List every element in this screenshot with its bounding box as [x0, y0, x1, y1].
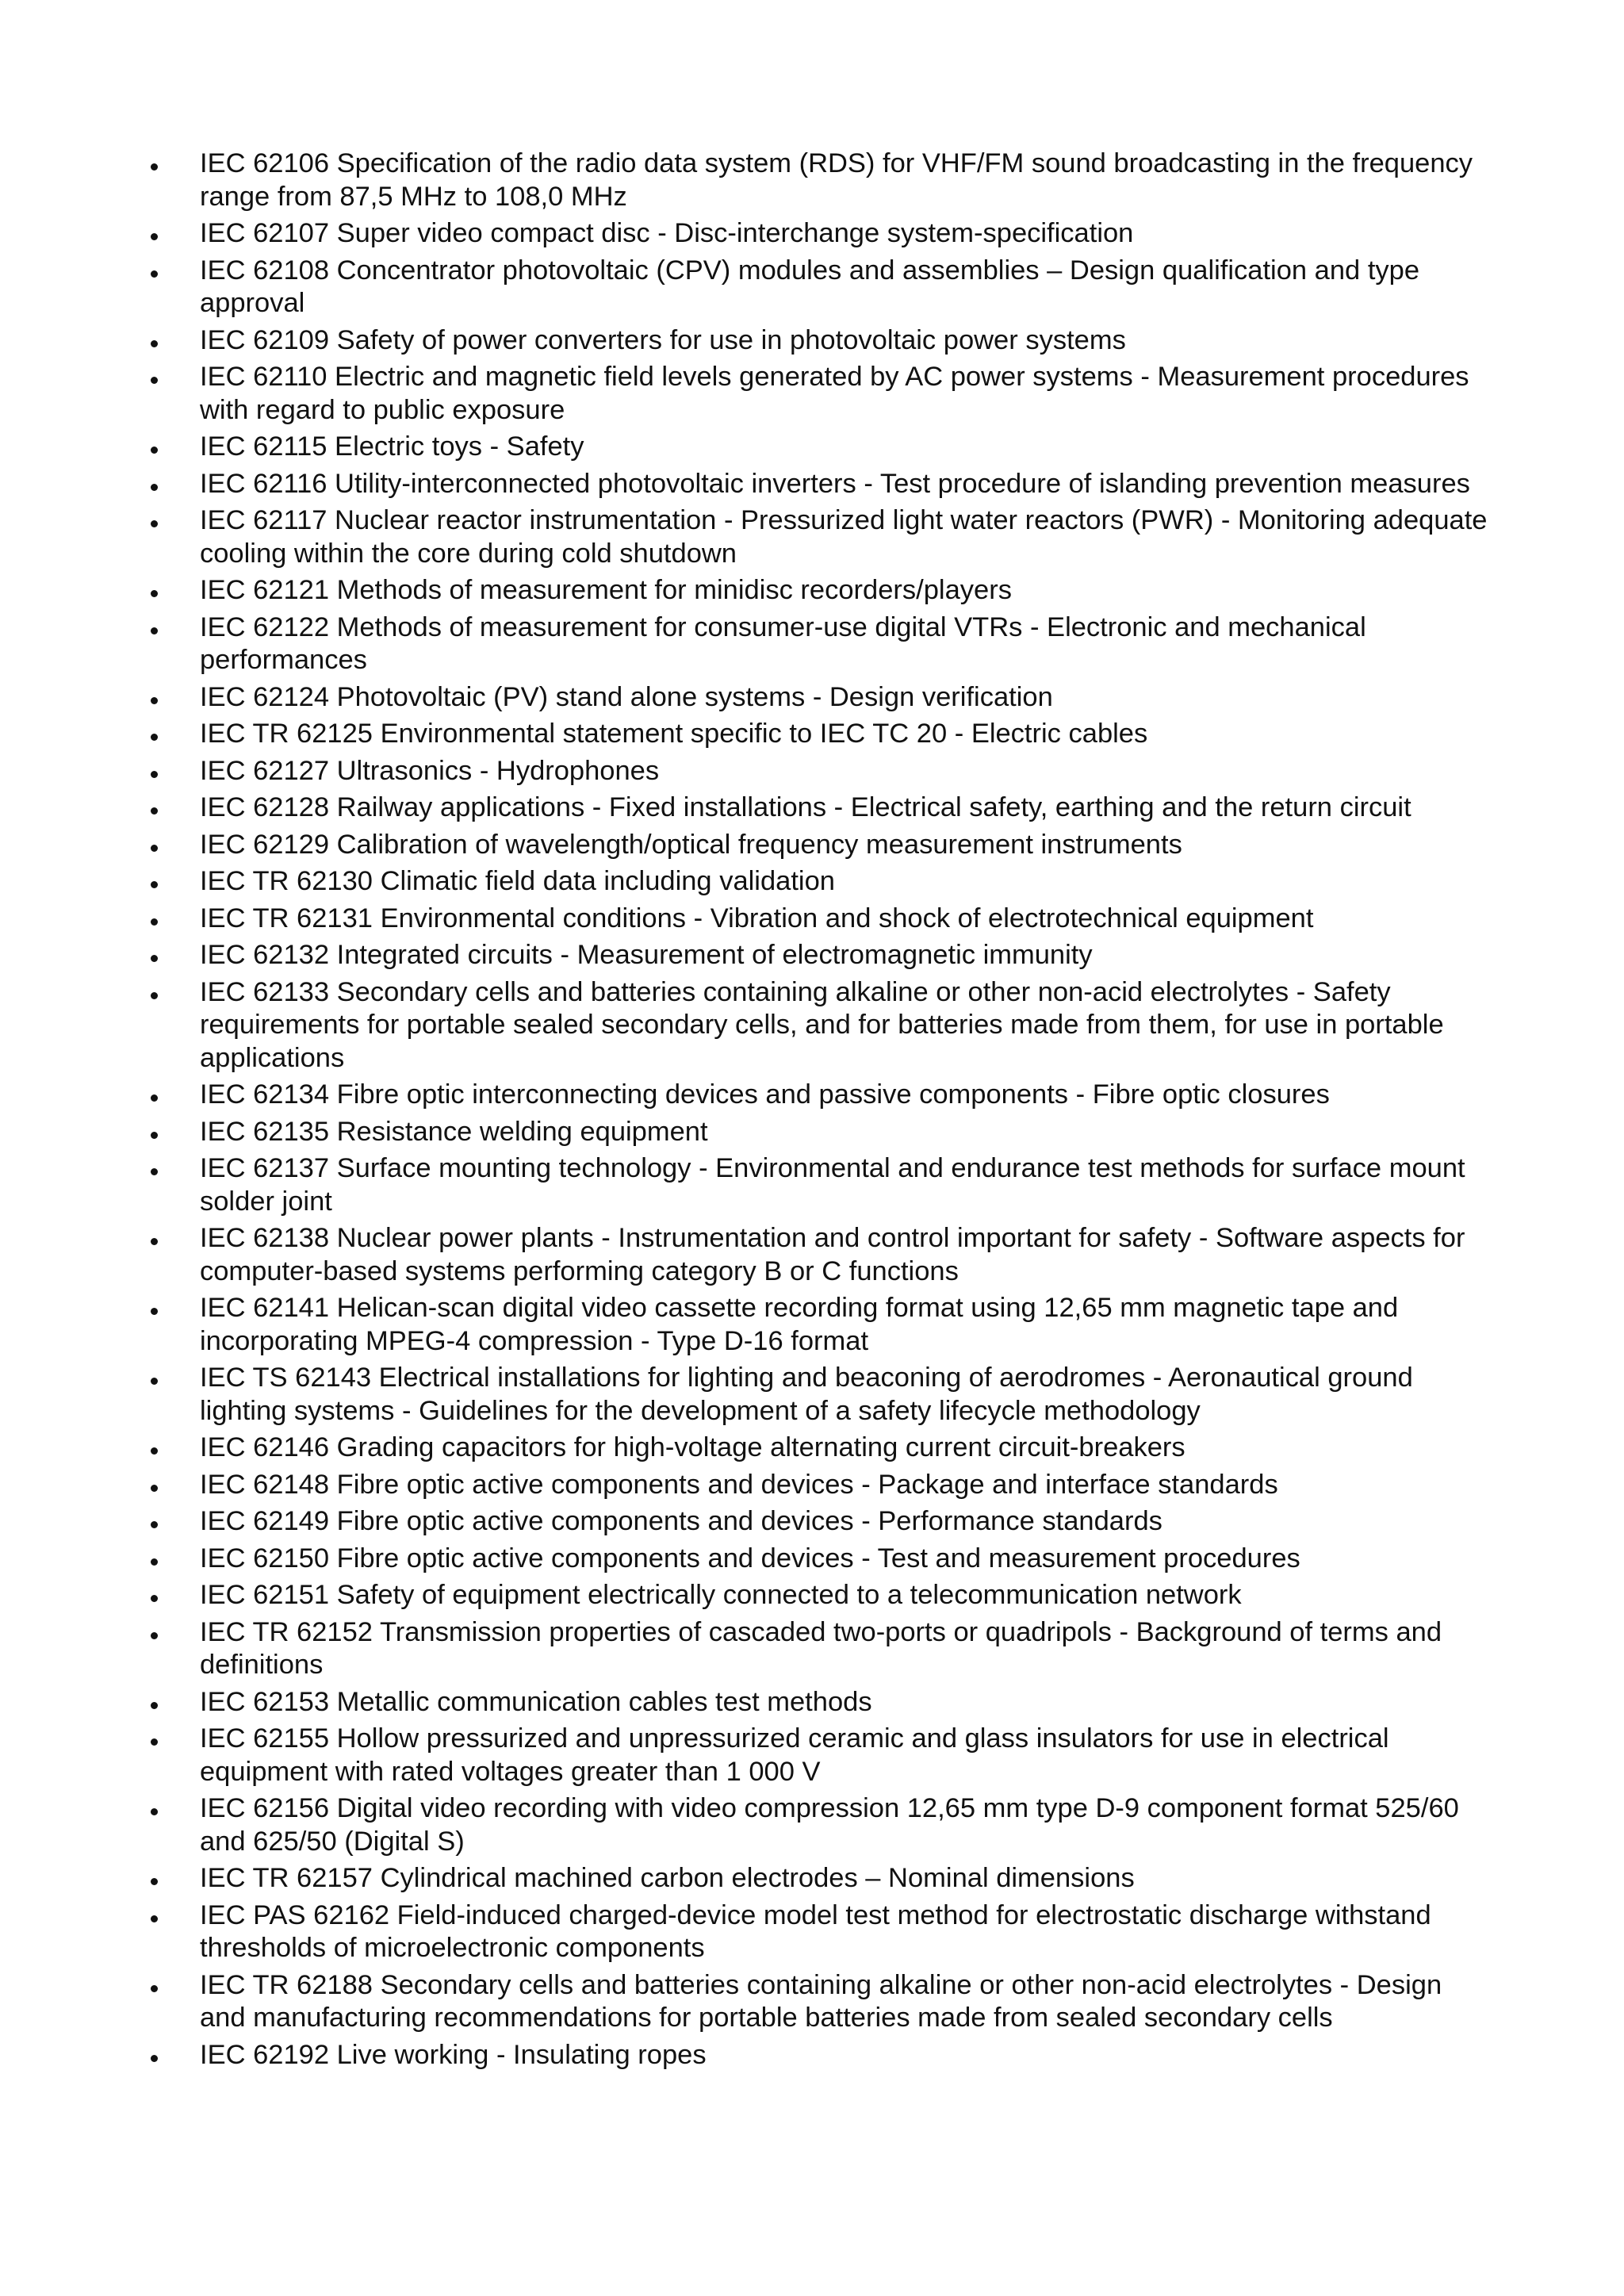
list-item [151, 1152, 1491, 1218]
list-item-text: IEC 62138 Nuclear power plants - Instrumentation and control important for safety - Software aspects for computer-based systems performing category B or C functions [200, 1223, 1465, 1286]
bullet-icon [151, 627, 158, 634]
bullet-icon [151, 992, 158, 999]
list-item-text: IEC 62156 Digital video recording with video compression 12,65 mm type D-9 component format 525/60 and 625/50 (Digital S) [200, 1793, 1459, 1857]
list-item-text: IEC TS 62143 Electrical installations for lighting and beaconing of aerodromes - Aeronautical ground lighting systems - Guidelines for the development of a safety lifecycle methodology [200, 1363, 1413, 1426]
bullet-icon [151, 233, 158, 240]
list-item-text: IEC 62124 Photovoltaic (PV) stand alone systems - Design verification [200, 681, 1053, 712]
list-item-text: IEC 62107 Super video compact disc - Disc-interchange system-specification [200, 218, 1134, 248]
list-item [151, 1969, 1491, 2035]
bullet-icon [151, 1447, 158, 1455]
list-item-text: IEC 62134 Fibre optic interconnecting devices and passive components - Fibre optic closures [200, 1079, 1330, 1110]
list-item-text: IEC 62149 Fibre optic active components and devices - Performance standards [200, 1506, 1162, 1536]
list-item-text: IEC 62141 Helican-scan digital video cassette recording format using 12,65 mm magnetic tape and incorporating MPEG-4 compression - Type D-16 format [200, 1293, 1399, 1356]
list-item [151, 1899, 1491, 1965]
bullet-icon [151, 520, 158, 527]
bullet-icon [151, 1485, 158, 1492]
list-item [151, 361, 1491, 427]
bullet-icon [151, 1238, 158, 1245]
bullet-icon [151, 1632, 158, 1639]
bullet-icon [151, 1378, 158, 1385]
list-item [151, 1116, 1491, 1149]
list-item [151, 217, 1491, 251]
bullet-icon [151, 918, 158, 926]
list-item [151, 1432, 1491, 1465]
list-item-text: IEC 62127 Ultrasonics - Hydrophones [200, 755, 660, 786]
list-item-text: IEC PAS 62162 Field-induced charged-device model test method for electrostatic discharge withstand thresholds of microelectronic components [200, 1899, 1431, 1963]
list-item [151, 255, 1491, 320]
list-item [151, 976, 1491, 1075]
bullet-icon [151, 845, 158, 852]
bullet-icon [151, 1915, 158, 1922]
list-item [151, 468, 1491, 501]
list-item [151, 1222, 1491, 1288]
bullet-icon [151, 484, 158, 491]
list-item-text: IEC 62151 Safety of equipment electrically connected to a telecommunication network [200, 1580, 1242, 1610]
list-item-text: IEC 62129 Calibration of wavelength/optical frequency measurement instruments [200, 829, 1182, 860]
list-item-text: IEC 62116 Utility-interconnected photovoltaic inverters - Test procedure of islanding prevention measures [200, 468, 1470, 499]
bullet-icon [151, 163, 158, 171]
list-item [151, 1543, 1491, 1576]
bullet-icon [151, 1702, 158, 1709]
list-item [151, 324, 1491, 358]
list-item-text: IEC 62148 Fibre optic active components and devices - Package and interface standards [200, 1469, 1278, 1500]
list-item [151, 1616, 1491, 1682]
list-item-text: IEC TR 62188 Secondary cells and batteries containing alkaline or other non-acid electrolytes - Design and manufacturing recommendations for portable batteries made from sealed secondary cells [200, 1969, 1442, 2033]
list-item-text: IEC 62137 Surface mounting technology - Environmental and endurance test methods for surface mount solder joint [200, 1153, 1465, 1217]
list-item-text: IEC 62106 Specification of the radio data system (RDS) for VHF/FM sound broadcasting in the frequency range from 87,5 MHz to 108,0 MHz [200, 148, 1473, 212]
list-item-text: IEC TR 62131 Environmental conditions - Vibration and shock of electrotechnical equipment [200, 903, 1314, 933]
list-item [151, 431, 1491, 464]
bullet-icon [151, 1808, 158, 1815]
bullet-icon [151, 771, 158, 778]
list-item-text: IEC 62132 Integrated circuits - Measurement of electromagnetic immunity [200, 940, 1093, 970]
bullet-icon [151, 1308, 158, 1315]
bullet-icon [151, 807, 158, 815]
list-item [151, 865, 1491, 899]
list-item-text: IEC 62117 Nuclear reactor instrumentation - Pressurized light water reactors (PWR) - Monitoring adequate cooling within the core during cold shutdown [200, 505, 1488, 569]
list-item-text: IEC 62146 Grading capacitors for high-voltage alternating current circuit-breakers [200, 1432, 1185, 1462]
list-item [151, 681, 1491, 715]
bullet-icon [151, 1738, 158, 1746]
list-item-text: IEC 62122 Methods of measurement for consumer-use digital VTRs - Electronic and mechanical performances [200, 611, 1366, 675]
list-item [151, 1469, 1491, 1502]
bullet-icon [151, 881, 158, 888]
list-item [151, 1723, 1491, 1788]
list-item [151, 504, 1491, 570]
bullet-icon [151, 1168, 158, 1175]
list-item-text: IEC 62109 Safety of power converters for use in photovoltaic power systems [200, 324, 1126, 355]
list-item-text: IEC TR 62157 Cylindrical machined carbon electrodes – Nominal dimensions [200, 1863, 1135, 1893]
list-item-text: IEC 62108 Concentrator photovoltaic (CPV) modules and assemblies – Design qualification and type approval [200, 255, 1420, 318]
list-item [151, 829, 1491, 862]
bullet-icon [151, 1558, 158, 1566]
list-item-text: IEC 62133 Secondary cells and batteries containing alkaline or other non-acid electrolytes - Safety requirements for portable sealed secondary cells, and for batteries made from them, for use in portable applications [200, 976, 1444, 1073]
list-item [151, 1686, 1491, 1719]
bullet-icon [151, 734, 158, 741]
list-item [151, 574, 1491, 608]
bullet-icon [151, 270, 158, 278]
list-item [151, 611, 1491, 677]
list-item-text: IEC TR 62152 Transmission properties of cascaded two-ports or quadripols - Background of terms and definitions [200, 1616, 1442, 1680]
list-item-text: IEC 62150 Fibre optic active components and devices - Test and measurement procedures [200, 1543, 1300, 1573]
bullet-icon [151, 1878, 158, 1885]
list-item [151, 1079, 1491, 1112]
bullet-icon [151, 447, 158, 454]
standards-list [151, 148, 1491, 2076]
bullet-icon [151, 1094, 158, 1102]
bullet-icon [151, 955, 158, 962]
list-item-text: IEC 62115 Electric toys - Safety [200, 431, 584, 462]
bullet-icon [151, 1595, 158, 1602]
bullet-icon [151, 2055, 158, 2062]
list-item-text: IEC 62121 Methods of measurement for minidisc recorders/players [200, 575, 1012, 605]
bullet-icon [151, 1521, 158, 1528]
list-item-text: IEC 62135 Resistance welding equipment [200, 1116, 708, 1147]
bullet-icon [151, 377, 158, 384]
list-item [151, 718, 1491, 751]
list-item [151, 1792, 1491, 1858]
list-item [151, 148, 1491, 213]
bullet-icon [151, 590, 158, 597]
list-item-text: IEC 62153 Metallic communication cables test methods [200, 1686, 872, 1717]
list-item [151, 1862, 1491, 1895]
list-item [151, 755, 1491, 788]
list-item [151, 1362, 1491, 1428]
list-item-text: IEC TR 62130 Climatic field data including validation [200, 866, 835, 896]
bullet-icon [151, 1132, 158, 1139]
list-item [151, 1579, 1491, 1612]
list-item-text: IEC 62155 Hollow pressurized and unpressurized ceramic and glass insulators for use in electrical equipment with rated voltages greater than 1 000 V [200, 1723, 1389, 1787]
bullet-icon [151, 1985, 158, 1992]
list-item-text: IEC 62110 Electric and magnetic field levels generated by AC power systems - Measurement procedures with regard to public exposure [200, 362, 1469, 425]
list-item-text: IEC 62128 Railway applications - Fixed installations - Electrical safety, earthing and the return circuit [200, 792, 1411, 822]
list-item [151, 939, 1491, 972]
bullet-icon [151, 697, 158, 704]
list-item [151, 903, 1491, 936]
list-item-text: IEC TR 62125 Environmental statement specific to IEC TC 20 - Electric cables [200, 719, 1148, 749]
list-item [151, 1292, 1491, 1358]
bullet-icon [151, 340, 158, 347]
list-item [151, 2039, 1491, 2072]
list-item [151, 1505, 1491, 1539]
list-item [151, 792, 1491, 825]
list-item-text: IEC 62192 Live working - Insulating ropes [200, 2039, 707, 2070]
